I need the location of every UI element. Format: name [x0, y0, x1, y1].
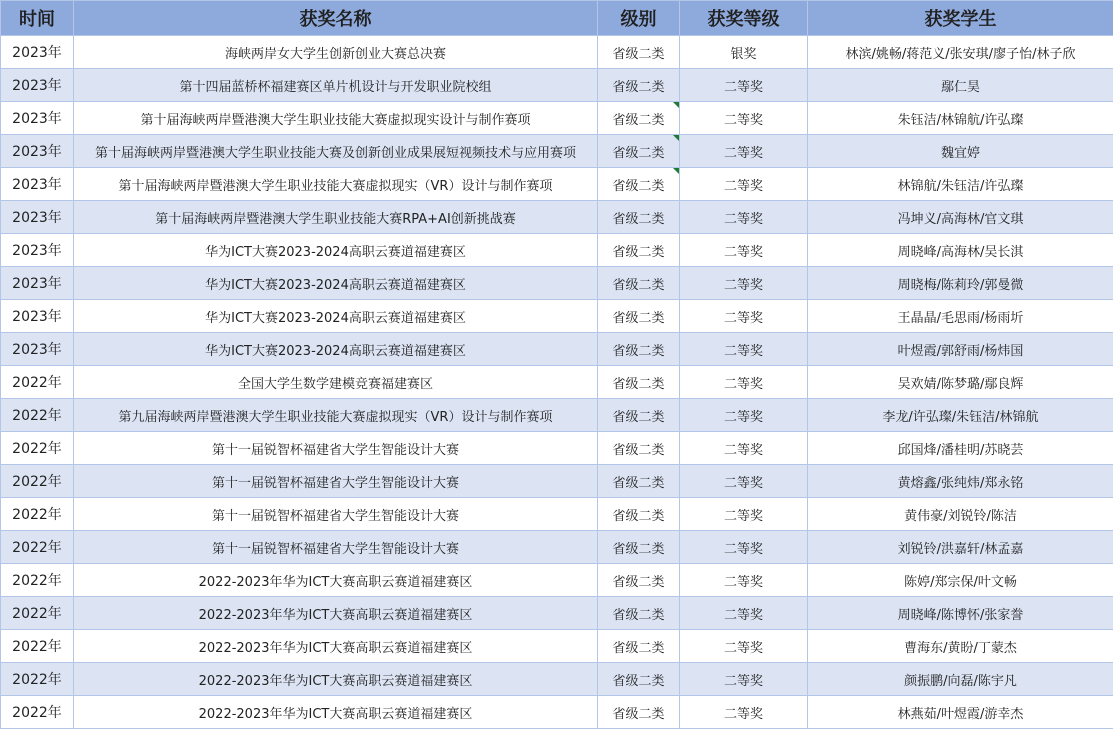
cell-award-name[interactable]: 全国大学生数学建模竞赛福建赛区 [74, 366, 598, 399]
cell-time[interactable]: 2022年 [1, 531, 74, 564]
table-row[interactable] [1, 69, 1113, 102]
cell-level[interactable]: 省级二类 [598, 201, 680, 234]
header-award-name: 获奖名称 [74, 1, 598, 36]
cell-level[interactable]: 省级二类 [598, 135, 680, 168]
cell-award-name[interactable]: 华为ICT大赛2023-2024高职云赛道福建赛区 [74, 333, 598, 366]
cell-award-grade[interactable]: 二等奖 [680, 135, 808, 168]
table-row[interactable] [1, 135, 1113, 168]
cell-award-grade[interactable]: 二等奖 [680, 201, 808, 234]
cell-time[interactable]: 2022年 [1, 366, 74, 399]
cell-award-name[interactable]: 2022-2023年华为ICT大赛高职云赛道福建赛区 [74, 597, 598, 630]
cell-students[interactable]: 林滨/姚畅/蒋范义/张安琪/廖子怡/林子欣 [808, 36, 1113, 69]
cell-award-grade[interactable]: 二等奖 [680, 663, 808, 696]
table-row[interactable] [1, 663, 1113, 696]
cell-students[interactable]: 周晓梅/陈莉玲/郭曼微 [808, 267, 1113, 300]
table-row[interactable] [1, 696, 1113, 729]
table-row[interactable] [1, 465, 1113, 498]
cell-time[interactable]: 2022年 [1, 696, 74, 729]
cell-level[interactable]: 省级二类 [598, 663, 680, 696]
table-row[interactable] [1, 597, 1113, 630]
cell-students[interactable]: 朱钰洁/林锦航/许弘璨 [808, 102, 1113, 135]
cell-time[interactable]: 2023年 [1, 168, 74, 201]
cell-award-grade[interactable]: 二等奖 [680, 366, 808, 399]
cell-students[interactable]: 吴欢婧/陈梦璐/鄢良辉 [808, 366, 1113, 399]
cell-time[interactable]: 2022年 [1, 663, 74, 696]
cell-award-grade[interactable]: 二等奖 [680, 333, 808, 366]
header-level: 级别 [598, 1, 680, 36]
cell-students[interactable]: 黄熔鑫/张纯炜/郑永铭 [808, 465, 1113, 498]
table-row[interactable] [1, 102, 1113, 135]
cell-time[interactable]: 2022年 [1, 465, 74, 498]
cell-award-grade[interactable]: 二等奖 [680, 564, 808, 597]
cell-students[interactable]: 刘锐铃/洪嘉轩/林孟嘉 [808, 531, 1113, 564]
table-row[interactable] [1, 234, 1113, 267]
cell-students[interactable]: 曹海东/黄盼/丁蒙杰 [808, 630, 1113, 663]
cell-award-grade[interactable]: 二等奖 [680, 399, 808, 432]
cell-award-grade[interactable]: 二等奖 [680, 531, 808, 564]
cell-level[interactable]: 省级二类 [598, 564, 680, 597]
cell-award-grade[interactable]: 二等奖 [680, 432, 808, 465]
cell-award-name[interactable]: 华为ICT大赛2023-2024高职云赛道福建赛区 [74, 267, 598, 300]
cell-students[interactable]: 黄伟豪/刘锐铃/陈洁 [808, 498, 1113, 531]
header-row [1, 1, 1113, 36]
cell-award-name[interactable]: 海峡两岸女大学生创新创业大赛总决赛 [74, 36, 598, 69]
cell-time[interactable]: 2023年 [1, 234, 74, 267]
cell-students[interactable]: 陈婷/郑宗保/叶文畅 [808, 564, 1113, 597]
cell-award-grade[interactable]: 二等奖 [680, 102, 808, 135]
cell-award-grade[interactable]: 二等奖 [680, 267, 808, 300]
cell-level[interactable]: 省级二类 [598, 432, 680, 465]
cell-level[interactable]: 省级二类 [598, 36, 680, 69]
cell-level[interactable]: 省级二类 [598, 300, 680, 333]
cell-award-name[interactable]: 2022-2023年华为ICT大赛高职云赛道福建赛区 [74, 696, 598, 729]
cell-level[interactable]: 省级二类 [598, 69, 680, 102]
table-row[interactable] [1, 630, 1113, 663]
table-row[interactable] [1, 36, 1113, 69]
cell-time[interactable]: 2023年 [1, 102, 74, 135]
cell-students[interactable]: 魏宜婷 [808, 135, 1113, 168]
cell-level[interactable]: 省级二类 [598, 498, 680, 531]
cell-award-name[interactable]: 华为ICT大赛2023-2024高职云赛道福建赛区 [74, 300, 598, 333]
cell-time[interactable]: 2023年 [1, 69, 74, 102]
cell-award-name[interactable]: 2022-2023年华为ICT大赛高职云赛道福建赛区 [74, 663, 598, 696]
cell-students[interactable]: 鄢仁昊 [808, 69, 1113, 102]
table-row[interactable] [1, 168, 1113, 201]
cell-award-grade[interactable]: 二等奖 [680, 69, 808, 102]
cell-award-grade[interactable]: 二等奖 [680, 465, 808, 498]
cell-award-name[interactable]: 第十一届锐智杯福建省大学生智能设计大赛 [74, 498, 598, 531]
cell-level[interactable]: 省级二类 [598, 465, 680, 498]
cell-time[interactable]: 2022年 [1, 630, 74, 663]
cell-time[interactable]: 2023年 [1, 333, 74, 366]
cell-award-grade[interactable]: 银奖 [680, 36, 808, 69]
cell-award-name[interactable]: 第十一届锐智杯福建省大学生智能设计大赛 [74, 465, 598, 498]
cell-students[interactable]: 林锦航/朱钰洁/许弘璨 [808, 168, 1113, 201]
table-row[interactable] [1, 201, 1113, 234]
cell-level[interactable]: 省级二类 [598, 102, 680, 135]
cell-level[interactable]: 省级二类 [598, 333, 680, 366]
cell-award-grade[interactable]: 二等奖 [680, 168, 808, 201]
cell-level[interactable]: 省级二类 [598, 630, 680, 663]
cell-award-name[interactable]: 2022-2023年华为ICT大赛高职云赛道福建赛区 [74, 564, 598, 597]
cell-students[interactable]: 周晓峰/高海林/吴长淇 [808, 234, 1113, 267]
cell-award-grade[interactable]: 二等奖 [680, 234, 808, 267]
cell-students[interactable]: 颜振鹏/向磊/陈宇凡 [808, 663, 1113, 696]
cell-award-grade[interactable]: 二等奖 [680, 696, 808, 729]
cell-time[interactable]: 2022年 [1, 399, 74, 432]
cell-award-name[interactable]: 第九届海峡两岸暨港澳大学生职业技能大赛虚拟现实（VR）设计与制作赛项 [74, 399, 598, 432]
cell-level[interactable]: 省级二类 [598, 597, 680, 630]
cell-level[interactable]: 省级二类 [598, 168, 680, 201]
cell-award-name[interactable]: 第十四届蓝桥杯福建赛区单片机设计与开发职业院校组 [74, 69, 598, 102]
cell-level[interactable]: 省级二类 [598, 267, 680, 300]
cell-award-grade[interactable]: 二等奖 [680, 597, 808, 630]
cell-students[interactable]: 周晓峰/陈博怀/张家誊 [808, 597, 1113, 630]
table-body [1, 36, 1113, 729]
cell-time[interactable]: 2023年 [1, 201, 74, 234]
cell-award-grade[interactable]: 二等奖 [680, 630, 808, 663]
table-row[interactable] [1, 564, 1113, 597]
cell-award-name[interactable]: 第十届海峡两岸暨港澳大学生职业技能大赛虚拟现实设计与制作赛项 [74, 102, 598, 135]
cell-time[interactable]: 2022年 [1, 564, 74, 597]
cell-award-name[interactable]: 第十一届锐智杯福建省大学生智能设计大赛 [74, 531, 598, 564]
cell-award-name[interactable]: 第十届海峡两岸暨港澳大学生职业技能大赛虚拟现实（VR）设计与制作赛项 [74, 168, 598, 201]
cell-level[interactable]: 省级二类 [598, 696, 680, 729]
cell-students[interactable]: 王晶晶/毛思雨/杨雨圻 [808, 300, 1113, 333]
cell-level[interactable]: 省级二类 [598, 399, 680, 432]
cell-time[interactable]: 2022年 [1, 498, 74, 531]
cell-time[interactable]: 2023年 [1, 36, 74, 69]
table-row[interactable] [1, 498, 1113, 531]
table-row[interactable] [1, 399, 1113, 432]
cell-time[interactable]: 2023年 [1, 267, 74, 300]
table-row[interactable] [1, 432, 1113, 465]
table-row[interactable] [1, 300, 1113, 333]
cell-award-grade[interactable]: 二等奖 [680, 498, 808, 531]
cell-level[interactable]: 省级二类 [598, 234, 680, 267]
cell-award-name[interactable]: 华为ICT大赛2023-2024高职云赛道福建赛区 [74, 234, 598, 267]
cell-award-name[interactable]: 2022-2023年华为ICT大赛高职云赛道福建赛区 [74, 630, 598, 663]
cell-students[interactable]: 冯坤义/高海林/官文琪 [808, 201, 1113, 234]
cell-level[interactable]: 省级二类 [598, 531, 680, 564]
header-students: 获奖学生 [808, 1, 1113, 36]
header-award-grade: 获奖等级 [680, 1, 808, 36]
cell-students[interactable]: 李龙/许弘璨/朱钰洁/林锦航 [808, 399, 1113, 432]
cell-level[interactable]: 省级二类 [598, 366, 680, 399]
cell-time[interactable]: 2022年 [1, 432, 74, 465]
table-row[interactable] [1, 531, 1113, 564]
cell-time[interactable]: 2023年 [1, 135, 74, 168]
cell-award-grade[interactable]: 二等奖 [680, 300, 808, 333]
cell-award-name[interactable]: 第十一届锐智杯福建省大学生智能设计大赛 [74, 432, 598, 465]
cell-time[interactable]: 2023年 [1, 300, 74, 333]
cell-students[interactable]: 叶煜霞/郭舒雨/杨炜国 [808, 333, 1113, 366]
cell-award-name[interactable]: 第十届海峡两岸暨港澳大学生职业技能大赛及创新创业成果展短视频技术与应用赛项 [74, 135, 598, 168]
table-row[interactable] [1, 267, 1113, 300]
table-row[interactable] [1, 333, 1113, 366]
cell-students[interactable]: 林燕茹/叶煜霞/游幸杰 [808, 696, 1113, 729]
cell-time[interactable]: 2022年 [1, 597, 74, 630]
cell-students[interactable]: 邱国烽/潘桂明/苏晓芸 [808, 432, 1113, 465]
header-time: 时间 [1, 1, 74, 36]
cell-award-name[interactable]: 第十届海峡两岸暨港澳大学生职业技能大赛RPA+AI创新挑战赛 [74, 201, 598, 234]
table-row[interactable] [1, 366, 1113, 399]
